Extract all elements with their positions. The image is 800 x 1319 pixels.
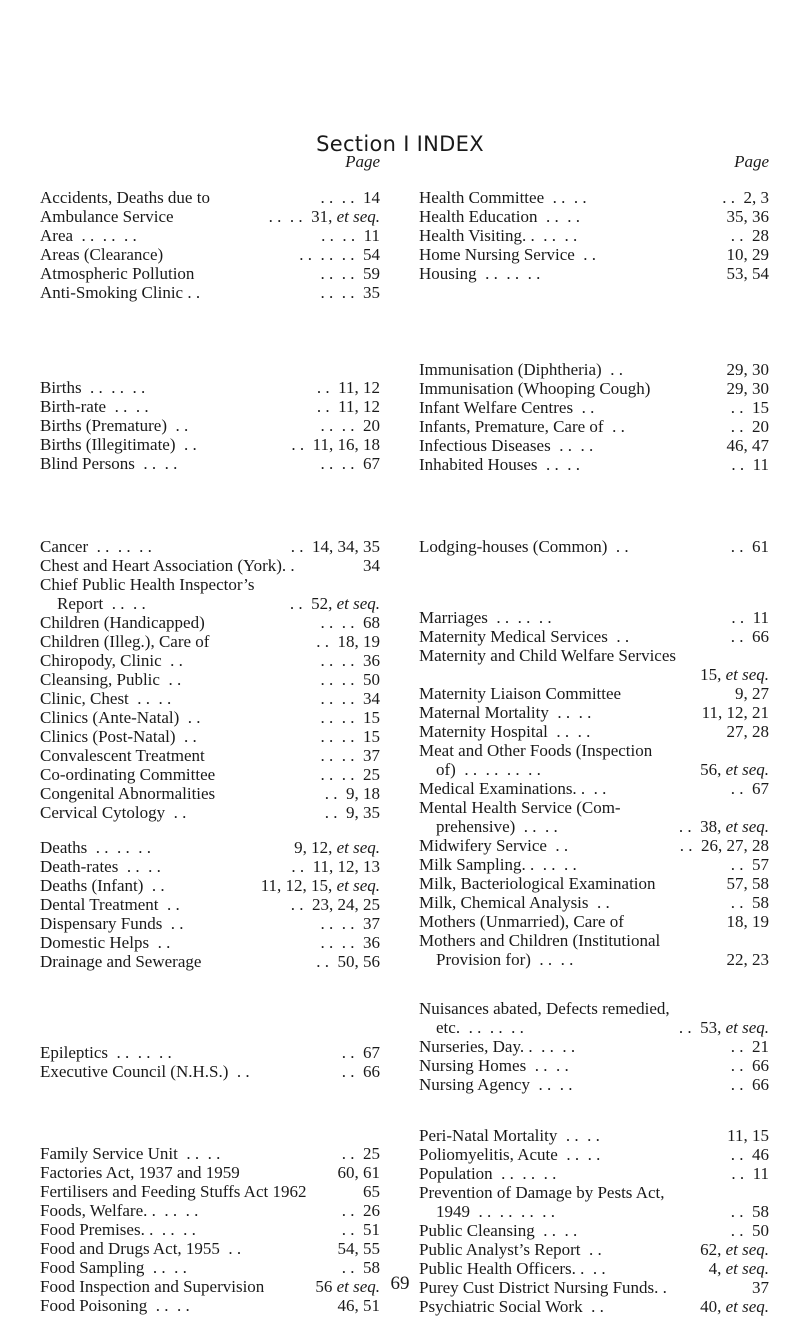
entry-term: Food Sampling . . . . [40, 1258, 187, 1277]
entry-pages: 60, 61 [337, 1163, 380, 1182]
entry-pages: . . . . 37 [320, 746, 380, 765]
entry-term: Nurseries, Day. . . . . . [419, 1037, 576, 1056]
entry-pages: 27, 28 [726, 722, 769, 741]
index-entry [419, 893, 769, 912]
entry-term: Maternal Mortality . . . . [419, 703, 592, 722]
entry-pages: . . 38, et seq. [678, 817, 769, 836]
index-entry [40, 416, 380, 435]
entry-pages: . . . . 20 [320, 416, 380, 435]
index-entry [419, 931, 769, 950]
entry-term: Infant Welfare Centres . . [419, 398, 595, 417]
index-entry [40, 857, 380, 876]
index-entry [419, 950, 769, 969]
entry-pages: 62, et seq. [700, 1240, 769, 1259]
entry-term: Marriages . . . . . . [419, 608, 552, 627]
entry-pages: . . . . 15 [320, 708, 380, 727]
entry-term: Births (Premature) . . [40, 416, 189, 435]
entry-term: Chiropody, Clinic . . [40, 651, 183, 670]
entry-pages: 53, 54 [726, 264, 769, 283]
entry-pages: . . 9, 35 [324, 803, 380, 822]
entry-term: Housing . . . . . . [419, 264, 541, 283]
index-entry [419, 1018, 769, 1037]
entry-pages: . . 50 [730, 1221, 769, 1240]
entry-term: Home Nursing Service . . [419, 245, 597, 264]
entry-term: Midwifery Service . . [419, 836, 569, 855]
entry-pages: . . 2, 3 [722, 188, 769, 207]
group-a [40, 188, 380, 302]
entry-pages: . . . . 59 [320, 264, 380, 283]
entry-term: Milk, Bacteriological Examination [419, 874, 656, 893]
entry-pages: 4, et seq. [708, 1259, 769, 1278]
entry-term: Provision for) . . . . [419, 950, 574, 969]
index-entry [40, 727, 380, 746]
entry-term: Report . . . . [40, 594, 146, 613]
group-m [419, 608, 769, 969]
index-entry [419, 874, 769, 893]
index-entry [40, 1062, 380, 1081]
entry-pages: 15, et seq. [700, 665, 769, 684]
entry-pages: . . 11, 12 [316, 378, 380, 397]
index-entry [419, 684, 769, 703]
entry-term: Prevention of Damage by Pests Act, [419, 1183, 665, 1202]
entry-pages: . . 11, 16, 18 [291, 435, 380, 454]
entry-term: Fertilisers and Feeding Stuffs Act 1962 [40, 1182, 307, 1201]
entry-term: Area . . . . . . [40, 226, 137, 245]
group-c [40, 537, 380, 822]
index-entry [419, 398, 769, 417]
entry-pages: . . 18, 19 [316, 632, 380, 651]
entry-term: Food and Drugs Act, 1955 . . [40, 1239, 242, 1258]
entry-pages: . . 58 [341, 1258, 380, 1277]
index-entry [419, 817, 769, 836]
index-entry [40, 670, 380, 689]
entry-pages: . . 66 [730, 1056, 769, 1075]
entry-term: Co-ordinating Committee [40, 765, 216, 784]
entry-pages: 11, 15 [727, 1126, 769, 1145]
entry-term: Immunisation (Whooping Cough) [419, 379, 651, 398]
entry-term: Public Health Officers. . . . [419, 1259, 606, 1278]
index-entry [419, 646, 769, 665]
entry-pages: . . 20 [730, 417, 769, 436]
entry-pages: 11, 12, 15, et seq. [260, 876, 380, 895]
group-n [419, 999, 769, 1094]
entry-pages: . . 66 [730, 627, 769, 646]
entry-term: Executive Council (N.H.S.) . . [40, 1062, 250, 1081]
entry-pages: . . 46 [730, 1145, 769, 1164]
index-entry [40, 245, 380, 264]
index-entry [419, 264, 769, 283]
entry-term: Atmospheric Pollution [40, 264, 195, 283]
entry-pages: . . 11 [731, 455, 769, 474]
entry-term: Chief Public Health Inspector’s [40, 575, 255, 594]
entry-term: Anti-Smoking Clinic . . [40, 283, 201, 302]
index-entry [40, 1201, 380, 1220]
group-l [419, 537, 769, 556]
index-entry [40, 207, 380, 226]
index-entry [40, 1239, 380, 1258]
entry-pages: . . . . 11 [321, 226, 380, 245]
index-entry [40, 454, 380, 473]
index-entry [40, 746, 380, 765]
entry-pages: . . 26 [341, 1201, 380, 1220]
entry-pages: . . 66 [730, 1075, 769, 1094]
entry-term: Immunisation (Diphtheria) . . [419, 360, 623, 379]
entry-term: Convalescent Treatment [40, 746, 205, 765]
entry-pages: 11, 12, 21 [701, 703, 769, 722]
entry-pages: . . . . 67 [320, 454, 380, 473]
entry-term: Areas (Clearance) [40, 245, 164, 264]
entry-term: Food Poisoning . . . . [40, 1296, 190, 1315]
entry-term: Population . . . . . . [419, 1164, 557, 1183]
entry-term: Epileptics . . . . . . [40, 1043, 172, 1062]
entry-term: Food Premises. . . . . . [40, 1220, 196, 1239]
entry-pages: . . 14, 34, 35 [290, 537, 380, 556]
entry-term: Ambulance Service [40, 207, 174, 226]
entry-term: Deaths (Infant) . . [40, 876, 165, 895]
entry-term: Blind Persons . . . . [40, 454, 178, 473]
index-entry [419, 1075, 769, 1094]
index-entry [419, 1056, 769, 1075]
entry-pages: . . 61 [730, 537, 769, 556]
entry-term: Deaths . . . . . . [40, 838, 151, 857]
entry-term: Dental Treatment . . [40, 895, 180, 914]
entry-pages: . . 11 [731, 1164, 769, 1183]
index-entry [40, 575, 380, 594]
entry-term: Maternity and Child Welfare Services [419, 646, 677, 665]
index-entry [419, 455, 769, 474]
entry-pages: . . . . 14 [320, 188, 380, 207]
index-entry [419, 1202, 769, 1221]
entry-pages: 35, 36 [726, 207, 769, 226]
index-entry [40, 1296, 380, 1315]
entry-pages: . . . . 25 [320, 765, 380, 784]
index-entry [40, 933, 380, 952]
entry-term: Drainage and Sewerage [40, 952, 202, 971]
index-entry [419, 188, 769, 207]
entry-term: Children (Illeg.), Care of [40, 632, 210, 651]
entry-term: Health Committee . . . . [419, 188, 587, 207]
entry-pages: 56, et seq. [700, 760, 769, 779]
entry-term: etc. . . . . . . [419, 1018, 524, 1037]
entry-term: Cleansing, Public . . [40, 670, 182, 689]
entry-pages: . . 9, 18 [324, 784, 380, 803]
entry-term: 1949 . . . . . . . . [419, 1202, 555, 1221]
entry-pages: . . 52, et seq. [289, 594, 380, 613]
index-entry [419, 760, 769, 779]
entry-term: Foods, Welfare. . . . . . [40, 1201, 199, 1220]
entry-term: Psychiatric Social Work . . [419, 1297, 604, 1316]
entry-term: Domestic Helps . . [40, 933, 171, 952]
entry-term: Maternity Liaison Committee [419, 684, 622, 703]
entry-pages: . . . . 50 [320, 670, 380, 689]
index-entry [40, 708, 380, 727]
index-entry [40, 1163, 380, 1182]
index-entry [419, 779, 769, 798]
index-entry [40, 952, 380, 971]
entry-pages: 9, 27 [735, 684, 769, 703]
index-entry [40, 435, 380, 454]
index-entry [40, 765, 380, 784]
left-page-label: Page [345, 152, 380, 171]
entry-pages: . . . . 34 [320, 689, 380, 708]
entry-pages: 29, 30 [726, 379, 769, 398]
entry-pages: 22, 23 [726, 950, 769, 969]
index-entry [40, 283, 380, 302]
index-entry [40, 397, 380, 416]
entry-term: prehensive) . . . . [419, 817, 558, 836]
index-entry [419, 417, 769, 436]
entry-pages: . . 23, 24, 25 [290, 895, 380, 914]
entry-term: Congenital Abnormalities [40, 784, 216, 803]
entry-pages: . . 11, 12, 13 [291, 857, 380, 876]
entry-term: Public Cleansing . . . . [419, 1221, 578, 1240]
entry-term: of) . . . . . . . . [419, 760, 541, 779]
entry-pages: . . . . 35 [320, 283, 380, 302]
index-entry [419, 1221, 769, 1240]
index-entry [419, 627, 769, 646]
entry-term: Food Inspection and Supervision [40, 1277, 265, 1296]
index-entry [419, 855, 769, 874]
index-entry [40, 1043, 380, 1062]
index-entry [40, 537, 380, 556]
entry-pages: . . 57 [730, 855, 769, 874]
group-b [40, 378, 380, 473]
entry-term: Maternity Hospital . . . . [419, 722, 591, 741]
entry-pages: . . . . 36 [320, 651, 380, 670]
index-entry [40, 556, 380, 575]
index-entry [419, 1183, 769, 1202]
index-entry [419, 1145, 769, 1164]
index-entry [419, 1164, 769, 1183]
entry-pages: . . 11 [731, 608, 769, 627]
index-entry [419, 1126, 769, 1145]
index-entry [419, 999, 769, 1018]
entry-term: Nursing Agency . . . . [419, 1075, 573, 1094]
entry-pages: . . 28 [730, 226, 769, 245]
entry-term: Births . . . . . . [40, 378, 146, 397]
index-entry [419, 722, 769, 741]
index-entry [419, 836, 769, 855]
entry-pages: 57, 58 [726, 874, 769, 893]
entry-term: Nuisances abated, Defects remedied, [419, 999, 670, 1018]
index-entry [419, 379, 769, 398]
index-entry [40, 803, 380, 822]
entry-term: Health Visiting. . . . . . [419, 226, 578, 245]
index-entry [419, 665, 769, 684]
entry-term: Dispensary Funds . . [40, 914, 184, 933]
entry-pages: 65 [363, 1182, 380, 1201]
entry-pages: . . . . 15 [320, 727, 380, 746]
entry-term: Factories Act, 1937 and 1959 [40, 1163, 240, 1182]
entry-term: Maternity Medical Services . . [419, 627, 630, 646]
entry-pages: 56 et seq. [315, 1277, 380, 1296]
entry-term: Peri-Natal Mortality . . . . [419, 1126, 600, 1145]
entry-pages: 54, 55 [337, 1239, 380, 1258]
index-entry [40, 226, 380, 245]
index-entry [40, 613, 380, 632]
entry-term: Accidents, Deaths due to [40, 188, 210, 207]
entry-term: Medical Examinations. . . . [419, 779, 607, 798]
entry-term: Purey Cust District Nursing Funds. . [419, 1278, 667, 1297]
index-entry [419, 436, 769, 455]
entry-term: Infectious Diseases . . . . [419, 436, 594, 455]
entry-term: Cancer . . . . . . [40, 537, 152, 556]
entry-term: Mothers (Unmarried), Care of [419, 912, 624, 931]
index-entry [40, 914, 380, 933]
entry-term: Milk Sampling. . . . . . [419, 855, 577, 874]
index-entry [419, 207, 769, 226]
entry-term: Clinics (Ante-Natal) . . [40, 708, 201, 727]
entry-pages: 34 [363, 556, 380, 575]
index-entry [419, 798, 769, 817]
index-entry [40, 594, 380, 613]
entry-pages: 10, 29 [726, 245, 769, 264]
index-entry [419, 245, 769, 264]
entry-term: Clinic, Chest . . . . [40, 689, 172, 708]
index-entry [40, 1144, 380, 1163]
entry-term: Death-rates . . . . [40, 857, 161, 876]
index-entry [419, 226, 769, 245]
page-number: 69 [390, 1273, 410, 1294]
index-entry [419, 1240, 769, 1259]
entry-term: Infants, Premature, Care of . . [419, 417, 625, 436]
entry-term: Family Service Unit . . . . [40, 1144, 221, 1163]
entry-pages: . . . . . . 54 [299, 245, 380, 264]
group-e [40, 1043, 380, 1081]
entry-pages: . . 58 [730, 893, 769, 912]
entry-pages: 18, 19 [726, 912, 769, 931]
index-entry [40, 632, 380, 651]
entry-term: Clinics (Post-Natal) . . [40, 727, 197, 746]
entry-term: Meat and Other Foods (Inspection [419, 741, 653, 760]
entry-pages: . . 15 [730, 398, 769, 417]
entry-pages: . . 25 [341, 1144, 380, 1163]
entry-term: Poliomyelitis, Acute . . . . [419, 1145, 601, 1164]
entry-pages: . . . . 31, et seq. [268, 207, 380, 226]
entry-pages: . . 67 [341, 1043, 380, 1062]
index-entry [40, 895, 380, 914]
entry-pages: . . . . 37 [320, 914, 380, 933]
entry-term: Mental Health Service (Com- [419, 798, 621, 817]
entry-pages: . . 58 [730, 1202, 769, 1221]
entry-pages: . . 26, 27, 28 [679, 836, 769, 855]
index-entry [40, 651, 380, 670]
index-entry [419, 741, 769, 760]
index-entry [40, 378, 380, 397]
entry-pages: . . 67 [730, 779, 769, 798]
entry-pages: 40, et seq. [700, 1297, 769, 1316]
entry-pages: . . 51 [341, 1220, 380, 1239]
entry-pages: . . 50, 56 [316, 952, 380, 971]
entry-pages: . . 53, et seq. [678, 1018, 769, 1037]
entry-pages: . . . . 68 [320, 613, 380, 632]
entry-pages: . . 21 [730, 1037, 769, 1056]
index-heading: Section I INDEX [316, 132, 484, 156]
group-i [419, 360, 769, 474]
index-entry [419, 1037, 769, 1056]
entry-term: Children (Handicapped) [40, 613, 205, 632]
entry-pages: 37 [752, 1278, 769, 1297]
index-entry [40, 689, 380, 708]
entry-term: Nursing Homes . . . . [419, 1056, 569, 1075]
index-entry [419, 912, 769, 931]
entry-pages: . . 66 [341, 1062, 380, 1081]
entry-pages: 46, 51 [337, 1296, 380, 1315]
entry-pages: . . . . 36 [320, 933, 380, 952]
index-entry [419, 1297, 769, 1316]
index-entry [40, 876, 380, 895]
entry-term: Lodging-houses (Common) . . [419, 537, 629, 556]
group-d [40, 838, 380, 971]
right-page-label: Page [734, 152, 769, 171]
group-h [419, 188, 769, 283]
entry-term: Milk, Chemical Analysis . . [419, 893, 610, 912]
entry-term: Inhabited Houses . . . . [419, 455, 581, 474]
entry-pages: . . 11, 12 [316, 397, 380, 416]
entry-term: Birth-rate . . . . [40, 397, 149, 416]
entry-term: Cervical Cytology . . [40, 803, 187, 822]
entry-term: Health Education . . . . [419, 207, 580, 226]
index-entry [40, 784, 380, 803]
index-entry [40, 838, 380, 857]
index-entry [40, 1220, 380, 1239]
entry-term: Mothers and Children (Institutional [419, 931, 661, 950]
index-entry [419, 608, 769, 627]
entry-pages: 9, 12, et seq. [294, 838, 380, 857]
index-entry [419, 703, 769, 722]
index-entry [419, 537, 769, 556]
index-entry [40, 264, 380, 283]
entry-term: Public Analyst’s Report . . [419, 1240, 602, 1259]
entry-pages: 29, 30 [726, 360, 769, 379]
entry-term: Chest and Heart Association (York). . [40, 556, 295, 575]
entry-term: Births (Illegitimate) . . [40, 435, 197, 454]
index-entry [40, 1182, 380, 1201]
index-entry [419, 360, 769, 379]
entry-pages: 46, 47 [726, 436, 769, 455]
index-entry [40, 188, 380, 207]
